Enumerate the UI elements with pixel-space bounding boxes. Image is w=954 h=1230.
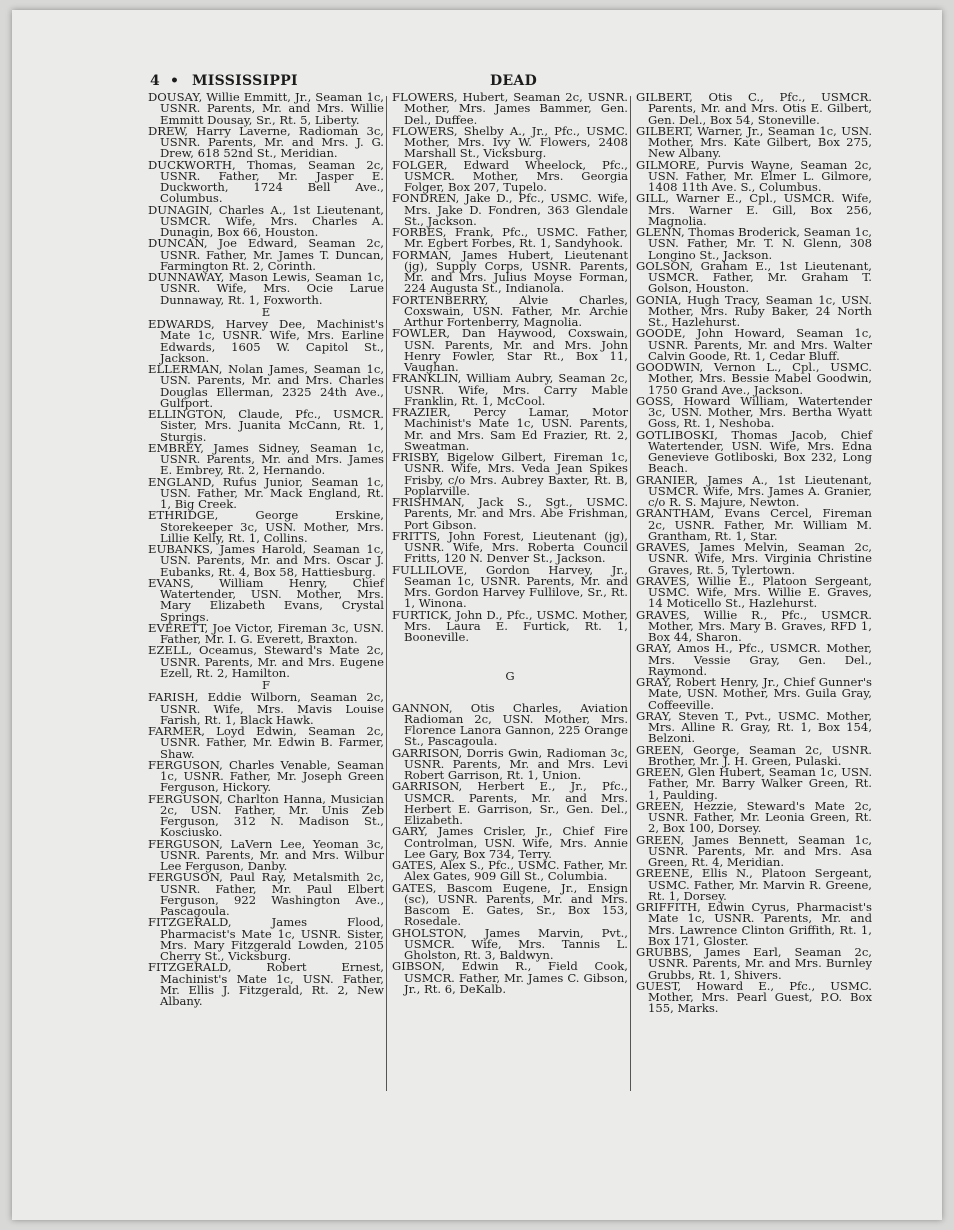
casualty-entry: GIBSON, Edwin R., Field Cook, USMCR. Father, Mr. James C. Gibson, Jr., Rt. 6, DeKalb. xyxy=(392,959,628,996)
casualty-entry: FONDREN, Jake D., Pfc., USMC. Wife, Mrs. Jake D. Fondren, 363 Glendale St., Jackson. xyxy=(392,191,628,228)
casualty-entry: EVANS, William Henry, Chief Watertender, USN. Mother, Mrs. Mary Elizabeth Evans, Crystal Springs. xyxy=(148,575,384,624)
casualty-entry: GILL, Warner E., Cpl., USMCR. Wife, Mrs. Warner E. Gill, Box 256, Magnolia. xyxy=(636,191,872,228)
casualty-entry: GRAY, Amos H., Pfc., USMCR. Mother, Mrs. Vessie Gray, Gen. Del., Raymond. xyxy=(636,641,872,678)
casualty-entry: FULLILOVE, Gordon Harvey, Jr., Seaman 1c, USNR. Parents, Mr. and Mrs. Gordon Harvey Fullilove, Sr., Rt. 1, Winona. xyxy=(392,562,628,611)
casualty-entry: GATES, Bascom Eugene, Jr., Ensign (sc), USNR. Parents, Mr. and Mrs. Bascom E. Gates, Sr., Box 153, Rosedale. xyxy=(392,880,628,929)
casualty-entry: EVERETT, Joe Victor, Fireman 3c, USN. Father, Mr. I. G. Everett, Braxton. xyxy=(148,620,384,646)
casualty-entry: GATES, Alex S., Pfc., USMC. Father, Mr. Alex Gates, 909 Gill St., Columbia. xyxy=(392,858,628,884)
casualty-entry: FLOWERS, Shelby A., Jr., Pfc., USMC. Mother, Mrs. Ivy W. Flowers, 2408 Marshall St., Vicksburg. xyxy=(392,123,628,161)
casualty-entry: GOSS, Howard William, Watertender 3c, USN. Mother, Mrs. Bertha Wyatt Goss, Rt. 1, Neshoba. xyxy=(636,393,872,431)
casualty-entry: GRAVES, Willie E., Platoon Sergeant, USMC. Wife, Mrs. Willie E. Graves, 14 Moticello St., Hazlehurst. xyxy=(636,573,872,611)
state-title: MISSISSIPPI xyxy=(192,73,298,89)
casualty-entry: GOODWIN, Vernon L., Cpl., USMC. Mother, Mrs. Bessie Mabel Goodwin, 1750 Grand Ave., Jackson. xyxy=(636,360,872,397)
casualty-entry: GILMORE, Purvis Wayne, Seaman 2c, USN. Father, Mr. Elmer L. Gilmore, 1408 11th Ave. S., Columbus. xyxy=(636,157,872,194)
casualty-entry: GRANTHAM, Evans Cercel, Fireman 2c, USNR. Father, Mr. William M. Grantham, Rt. 1, Star. xyxy=(636,506,872,543)
casualty-entry: DOUSAY, Willie Emmitt, Jr., Seaman 1c, USNR. Parents, Mr. and Mrs. Willie Emmitt Dousay, Sr., Rt. 5, Liberty. xyxy=(148,90,384,127)
casualty-entry: GHOLSTON, James Marvin, Pvt., USMCR. Wife, Mrs. Tannis L. Gholston, Rt. 3, Baldwyn. xyxy=(392,925,628,962)
column-2 xyxy=(392,92,628,995)
column-1 xyxy=(148,92,384,1007)
casualty-entry: GRAY, Robert Henry, Jr., Chief Gunner's Mate, USN. Mother, Mrs. Guila Gray, Coffeeville. xyxy=(636,675,872,712)
casualty-entry: GREEN, Glen Hubert, Seaman 1c, USN. Father, Mr. Barry Walker Green, Rt. 1, Paulding. xyxy=(636,765,872,802)
casualty-entry: FARMER, Loyd Edwin, Seaman 2c, USNR. Father, Mr. Edwin B. Farmer, Shaw. xyxy=(148,724,384,761)
casualty-entry: FARISH, Eddie Wilborn, Seaman 2c, USNR. Wife, Mrs. Mavis Louise Farish, Rt. 1, Black Hawk. xyxy=(148,690,384,727)
header-bullet: • xyxy=(170,73,179,89)
casualty-entry: GRUBBS, James Earl, Seaman 2c, USNR. Parents, Mr. and Mrs. Burnley Grubbs, Rt. 1, Shivers. xyxy=(636,945,872,982)
casualty-entry: GONIA, Hugh Tracy, Seaman 1c, USN. Mother, Mrs. Ruby Baker, 24 North St., Hazlehurst. xyxy=(636,292,872,329)
casualty-entry: FURTICK, John D., Pfc., USMC. Mother, Mrs. Laura E. Furtick, Rt. 1, Booneville. xyxy=(392,607,628,644)
casualty-entry: FERGUSON, Charlton Hanna, Musician 2c, USN. Father, Mr. Unis Zeb Ferguson, 312 N. Madison St., Kosciusko. xyxy=(148,791,384,840)
column-divider xyxy=(630,96,631,1091)
casualty-entry: GOLSON, Graham E., 1st Lieutenant, USMCR. Father, Mr. Graham T. Golson, Houston. xyxy=(636,258,872,296)
casualty-entry: FRITTS, John Forest, Lieutenant (jg), USNR. Wife, Mrs. Roberta Council Fritts, 120 N. Denver St., Jackson. xyxy=(392,528,628,566)
casualty-entry: ETHRIDGE, George Erskine, Storekeeper 3c, USN. Mother, Mrs. Lillie Kelly, Rt. 1, Collins. xyxy=(148,508,384,545)
casualty-entry: ENGLAND, Rufus Junior, Seaman 1c, USN. Father, Mr. Mack England, Rt. 1, Big Creek. xyxy=(148,474,384,511)
casualty-entry: GRAVES, Willie R., Pfc., USMCR. Mother, Mrs. Mary B. Graves, RFD 1, Box 44, Sharon. xyxy=(636,607,872,644)
casualty-entry: GARY, James Crisler, Jr., Chief Fire Controlman, USN. Wife, Mrs. Annie Lee Gary, Box 734, Terry. xyxy=(392,824,628,861)
casualty-entry: FRAZIER, Percy Lamar, Motor Machinist's Mate 1c, USN. Parents, Mr. and Mrs. Sam Ed Frazier, Rt. 2, Sweatman. xyxy=(392,405,628,453)
casualty-entry: FORTENBERRY, Alvie Charles, Coxswain, USN. Father, Mr. Archie Arthur Fortenberry, Magnolia. xyxy=(392,292,628,329)
casualty-entry: GREEN, James Bennett, Seaman 1c, USNR. Parents, Mr. and Mrs. Asa Green, Rt. 4, Meridian. xyxy=(636,832,872,869)
section-letter: F xyxy=(261,678,271,692)
casualty-entry: GANNON, Otis Charles, Aviation Radioman 2c, USN. Mother, Mrs. Florence Lanora Gannon, 225 Orange St., Pascagoula. xyxy=(392,700,628,749)
casualty-entry: GRIFFITH, Edwin Cyrus, Pharmacist's Mate 1c, USNR. Parents, Mr. and Mrs. Lawrence Clinton Griffith, Rt. 1, Box 171, Gloster. xyxy=(636,900,872,948)
column-3 xyxy=(636,92,872,1015)
casualty-entry: FERGUSON, Paul Ray, Metalsmith 2c, USNR. Father, Mr. Paul Elbert Ferguson, 922 Washington Ave., Pascagoula. xyxy=(148,870,384,918)
casualty-entry: DREW, Harry Laverne, Radioman 3c, USNR. Parents, Mr. and Mrs. J. G. Drew, 618 52nd St., Meridian. xyxy=(148,123,384,161)
section-title: DEAD xyxy=(490,73,538,89)
casualty-entry: GUEST, Howard E., Pfc., USMC. Mother, Mrs. Pearl Guest, P.O. Box 155, Marks. xyxy=(636,978,872,1016)
casualty-entry: GARRISON, Dorris Gwin, Radioman 3c, USNR. Parents, Mr. and Mrs. Levi Robert Garrison, Rt. 1, Union. xyxy=(392,745,628,782)
casualty-entry: DUNNAWAY, Mason Lewis, Seaman 1c, USNR. Wife, Mrs. Ocie Larue Dunnaway, Rt. 1, Foxworth. xyxy=(148,270,384,307)
casualty-entry: ELLINGTON, Claude, Pfc., USMCR. Sister, Mrs. Juanita McCann, Rt. 1, Sturgis. xyxy=(148,407,384,444)
casualty-entry: GREEN, George, Seaman 2c, USNR. Brother, Mr. J. H. Green, Pulaski. xyxy=(636,742,872,768)
casualty-entry: FRISHMAN, Jack S., Sgt., USMC. Parents, Mr. and Mrs. Abe Frishman, Port Gibson. xyxy=(392,495,628,532)
casualty-entry: ELLERMAN, Nolan James, Seaman 1c, USN. Parents, Mr. and Mrs. Charles Douglas Ellerman, 2325 24th Ave., Gulfport. xyxy=(148,362,384,410)
casualty-entry: GREEN, Hezzie, Steward's Mate 2c, USNR. Father, Mr. Leonia Green, Rt. 2, Box 100, Dorsey. xyxy=(636,798,872,836)
casualty-entry: GOODE, John Howard, Seaman 1c, USNR. Parents, Mr. and Mrs. Walter Calvin Goode, Rt. 1, Cedar Bluff. xyxy=(636,326,872,363)
casualty-entry: FRISBY, Bigelow Gilbert, Fireman 1c, USNR. Wife, Mrs. Veda Jean Spikes Frisby, c/o Mrs. Aubrey Baxter, Rt. B, Poplarville. xyxy=(392,450,628,498)
casualty-entry: FERGUSON, LaVern Lee, Yeoman 3c, USNR. Parents, Mr. and Mrs. Wilbur Lee Ferguson, Danby. xyxy=(148,836,384,873)
casualty-entry: DUNAGIN, Charles A., 1st Lieutenant, USMCR. Wife, Mrs. Charles A. Dunagin, Box 66, Houston. xyxy=(148,202,384,239)
casualty-entry: FORMAN, James Hubert, Lieutenant (jg), Supply Corps, USNR. Parents, Mr. and Mrs. Julius Moyse Forman, 224 Augusta St., Indianola. xyxy=(392,247,628,296)
casualty-entry: GARRISON, Herbert E., Jr., Pfc., USMCR. Parents, Mr. and Mrs. Herbert E. Garrison, Sr., Gen. Del., Elizabeth. xyxy=(392,779,628,827)
casualty-entry: GILBERT, Otis C., Pfc., USMCR. Parents, Mr. and Mrs. Otis E. Gilbert, Gen. Del., Box 54, Stoneville. xyxy=(636,90,872,127)
casualty-entry: DUCKWORTH, Thomas, Seaman 2c, USNR. Father, Mr. Jasper E. Duckworth, 1724 Bell Ave., Columbus. xyxy=(148,157,384,206)
casualty-entry: FLOWERS, Hubert, Seaman 2c, USNR. Mother, Mrs. James Bammer, Gen. Del., Duffee. xyxy=(392,90,628,127)
section-letter: G xyxy=(505,669,515,684)
page-number: 4 xyxy=(150,73,160,89)
casualty-entry: FERGUSON, Charles Venable, Seaman 1c, USNR. Father, Mr. Joseph Green Ferguson, Hickory. xyxy=(148,757,384,795)
casualty-entry: FRANKLIN, William Aubry, Seaman 2c, USNR. Wife, Mrs. Carry Mable Franklin, Rt. 1, McCool. xyxy=(392,371,628,408)
casualty-entry: GRAY, Steven T., Pvt., USMC. Mother, Mrs. Alline R. Gray, Rt. 1, Box 154, Belzoni. xyxy=(636,708,872,746)
section-letter: E xyxy=(261,304,271,319)
casualty-entry: FITZGERALD, Robert Ernest, Machinist's Mate 1c, USN. Father, Mr. Ellis J. Fitzgerald, Rt. 2, New Albany. xyxy=(148,960,384,1008)
casualty-entry: FITZGERALD, James Flood, Pharmacist's Mate 1c, USNR. Sister, Mrs. Mary Fitzgerald Lowden, 2105 Cherry St., Vicksburg. xyxy=(148,915,384,963)
casualty-entry: EDWARDS, Harvey Dee, Machinist's Mate 1c, USNR. Wife, Mrs. Earline Edwards, 1605 W. Capitol St., Jackson. xyxy=(148,317,384,365)
casualty-entry: FOWLER, Dan Haywood, Coxswain, USN. Parents, Mr. and Mrs. John Henry Fowler, Star Rt., Box 11, Vaughan. xyxy=(392,326,628,374)
casualty-entry: DUNCAN, Joe Edward, Seaman 2c, USNR. Father, Mr. James T. Duncan, Farmington Rt. 2, Corinth. xyxy=(148,236,384,273)
casualty-entry: EZELL, Oceamus, Steward's Mate 2c, USNR. Parents, Mr. and Mrs. Eugene Ezell, Rt. 2, Hamilton. xyxy=(148,643,384,680)
casualty-entry: EUBANKS, James Harold, Seaman 1c, USN. Parents, Mr. and Mrs. Oscar J. Eubanks, Rt. 4, Box 58, Hattiesburg. xyxy=(148,542,384,579)
casualty-entry: GILBERT, Warner, Jr., Seaman 1c, USN. Mother, Mrs. Kate Gilbert, Box 275, New Albany. xyxy=(636,123,872,161)
casualty-entry: GLENN, Thomas Broderick, Seaman 1c, USN. Father, Mr. T. N. Glenn, 308 Longino St., Jackson. xyxy=(636,225,872,262)
column-divider xyxy=(386,96,387,1091)
casualty-entry: EMBREY, James Sidney, Seaman 1c, USNR. Parents, Mr. and Mrs. James E. Embrey, Rt. 2, Hernando. xyxy=(148,440,384,478)
casualty-entry: GREENE, Ellis N., Platoon Sergeant, USMC. Father, Mr. Marvin R. Greene, Rt. 1, Dorsey. xyxy=(636,866,872,903)
casualty-entry: GRAVES, James Melvin, Seaman 2c, USNR. Wife, Mrs. Virginia Christine Graves, Rt. 5, Tylertown. xyxy=(636,540,872,577)
casualty-entry: FOLGER, Edward Wheelock, Pfc., USMCR. Mother, Mrs. Georgia Folger, Box 207, Tupelo. xyxy=(392,157,628,194)
casualty-entry: GRANIER, James A., 1st Lieutenant, USMCR. Wife, Mrs. James A. Granier, c/o R. S. Majure, Newton. xyxy=(636,472,872,509)
casualty-entry: FORBES, Frank, Pfc., USMC. Father, Mr. Egbert Forbes, Rt. 1, Sandyhook. xyxy=(392,225,628,251)
casualty-entry: GOTLIBOSKI, Thomas Jacob, Chief Watertender, USN. Wife, Mrs. Edna Genevieve Gotliboski, Box 232, Long Beach. xyxy=(636,427,872,476)
